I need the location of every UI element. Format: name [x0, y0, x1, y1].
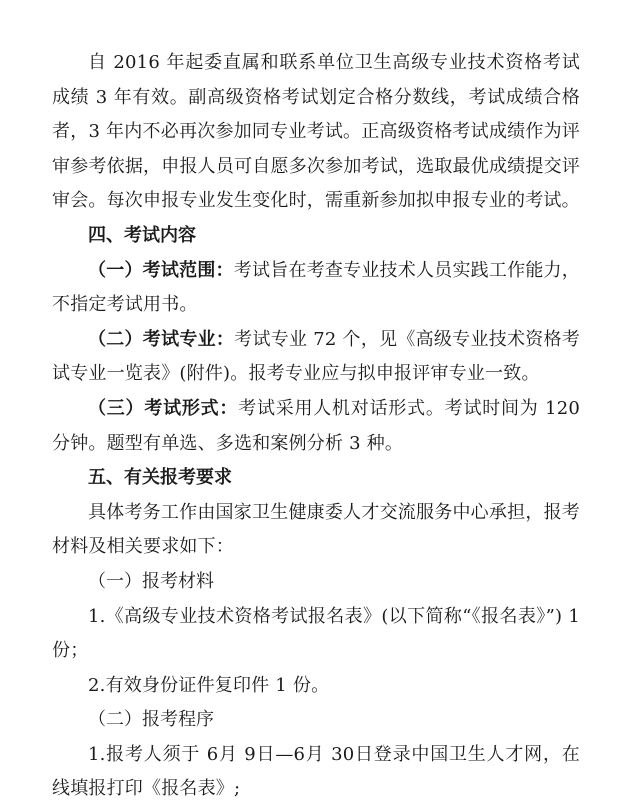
exam-specialty-item: [52, 323, 580, 392]
section-heading-registration-requirements: 五、有关报考要求: [88, 467, 232, 489]
registration-intro: 具体考务工作由国家卫生健康委人才交流服务中心承担，报考材料及相关要求如下：: [52, 501, 580, 558]
subheading-registration-procedure: （二）报考程序: [88, 709, 214, 731]
exam-scope-label: （一）考试范围：: [88, 259, 234, 281]
subheading-registration-materials: （一）报考材料: [88, 570, 214, 592]
procedure-item-online: 1.报考人须于 6月 9日—6月 30日登录中国卫生人才网，在线填报打印《报名表》;: [52, 743, 580, 800]
exam-specialty-label: （二）考试专业：: [88, 328, 235, 350]
exam-scope-text: 考试旨在考查专业技术人员实践工作能力，不指定考试用书。: [52, 259, 580, 316]
paragraph-score-validity: 自 2016 年起委直属和联系单位卫生高级专业技术资格考试成绩 3 年有效。副高级资格考试划定合格分数线，考试成绩合格者，3 年内不必再次参加同专业考试。正高级资格考试成绩作为评审参考依据，申报人员可自愿多次参加考试，选取最优成绩提交评审会。每次申报专业发生变化时，需重新参加拟申报专业的考试。: [52, 52, 580, 212]
materials-item-id-copy: 2.有效身份证件复印件 1 份。: [88, 674, 330, 696]
exam-scope-item: [52, 254, 580, 323]
exam-specialty-text: 考试专业 72 个，见《高级专业技术资格考试专业一览表》(附件)。报考专业应与拟申报评审专业一致。: [52, 328, 580, 385]
exam-format-item: [52, 392, 580, 461]
exam-format-label: （三）考试形式：: [88, 397, 239, 419]
exam-format-text: 考试采用人机对话形式。考试时间为 120 分钟。题型有单选、多选和案例分析 3 种。: [52, 397, 580, 454]
materials-item-form: 1.《高级专业技术资格考试报名表》(以下简称“《报名表》”) 1 份；: [52, 605, 580, 662]
section-heading-exam-content: 四、考试内容: [88, 224, 196, 246]
